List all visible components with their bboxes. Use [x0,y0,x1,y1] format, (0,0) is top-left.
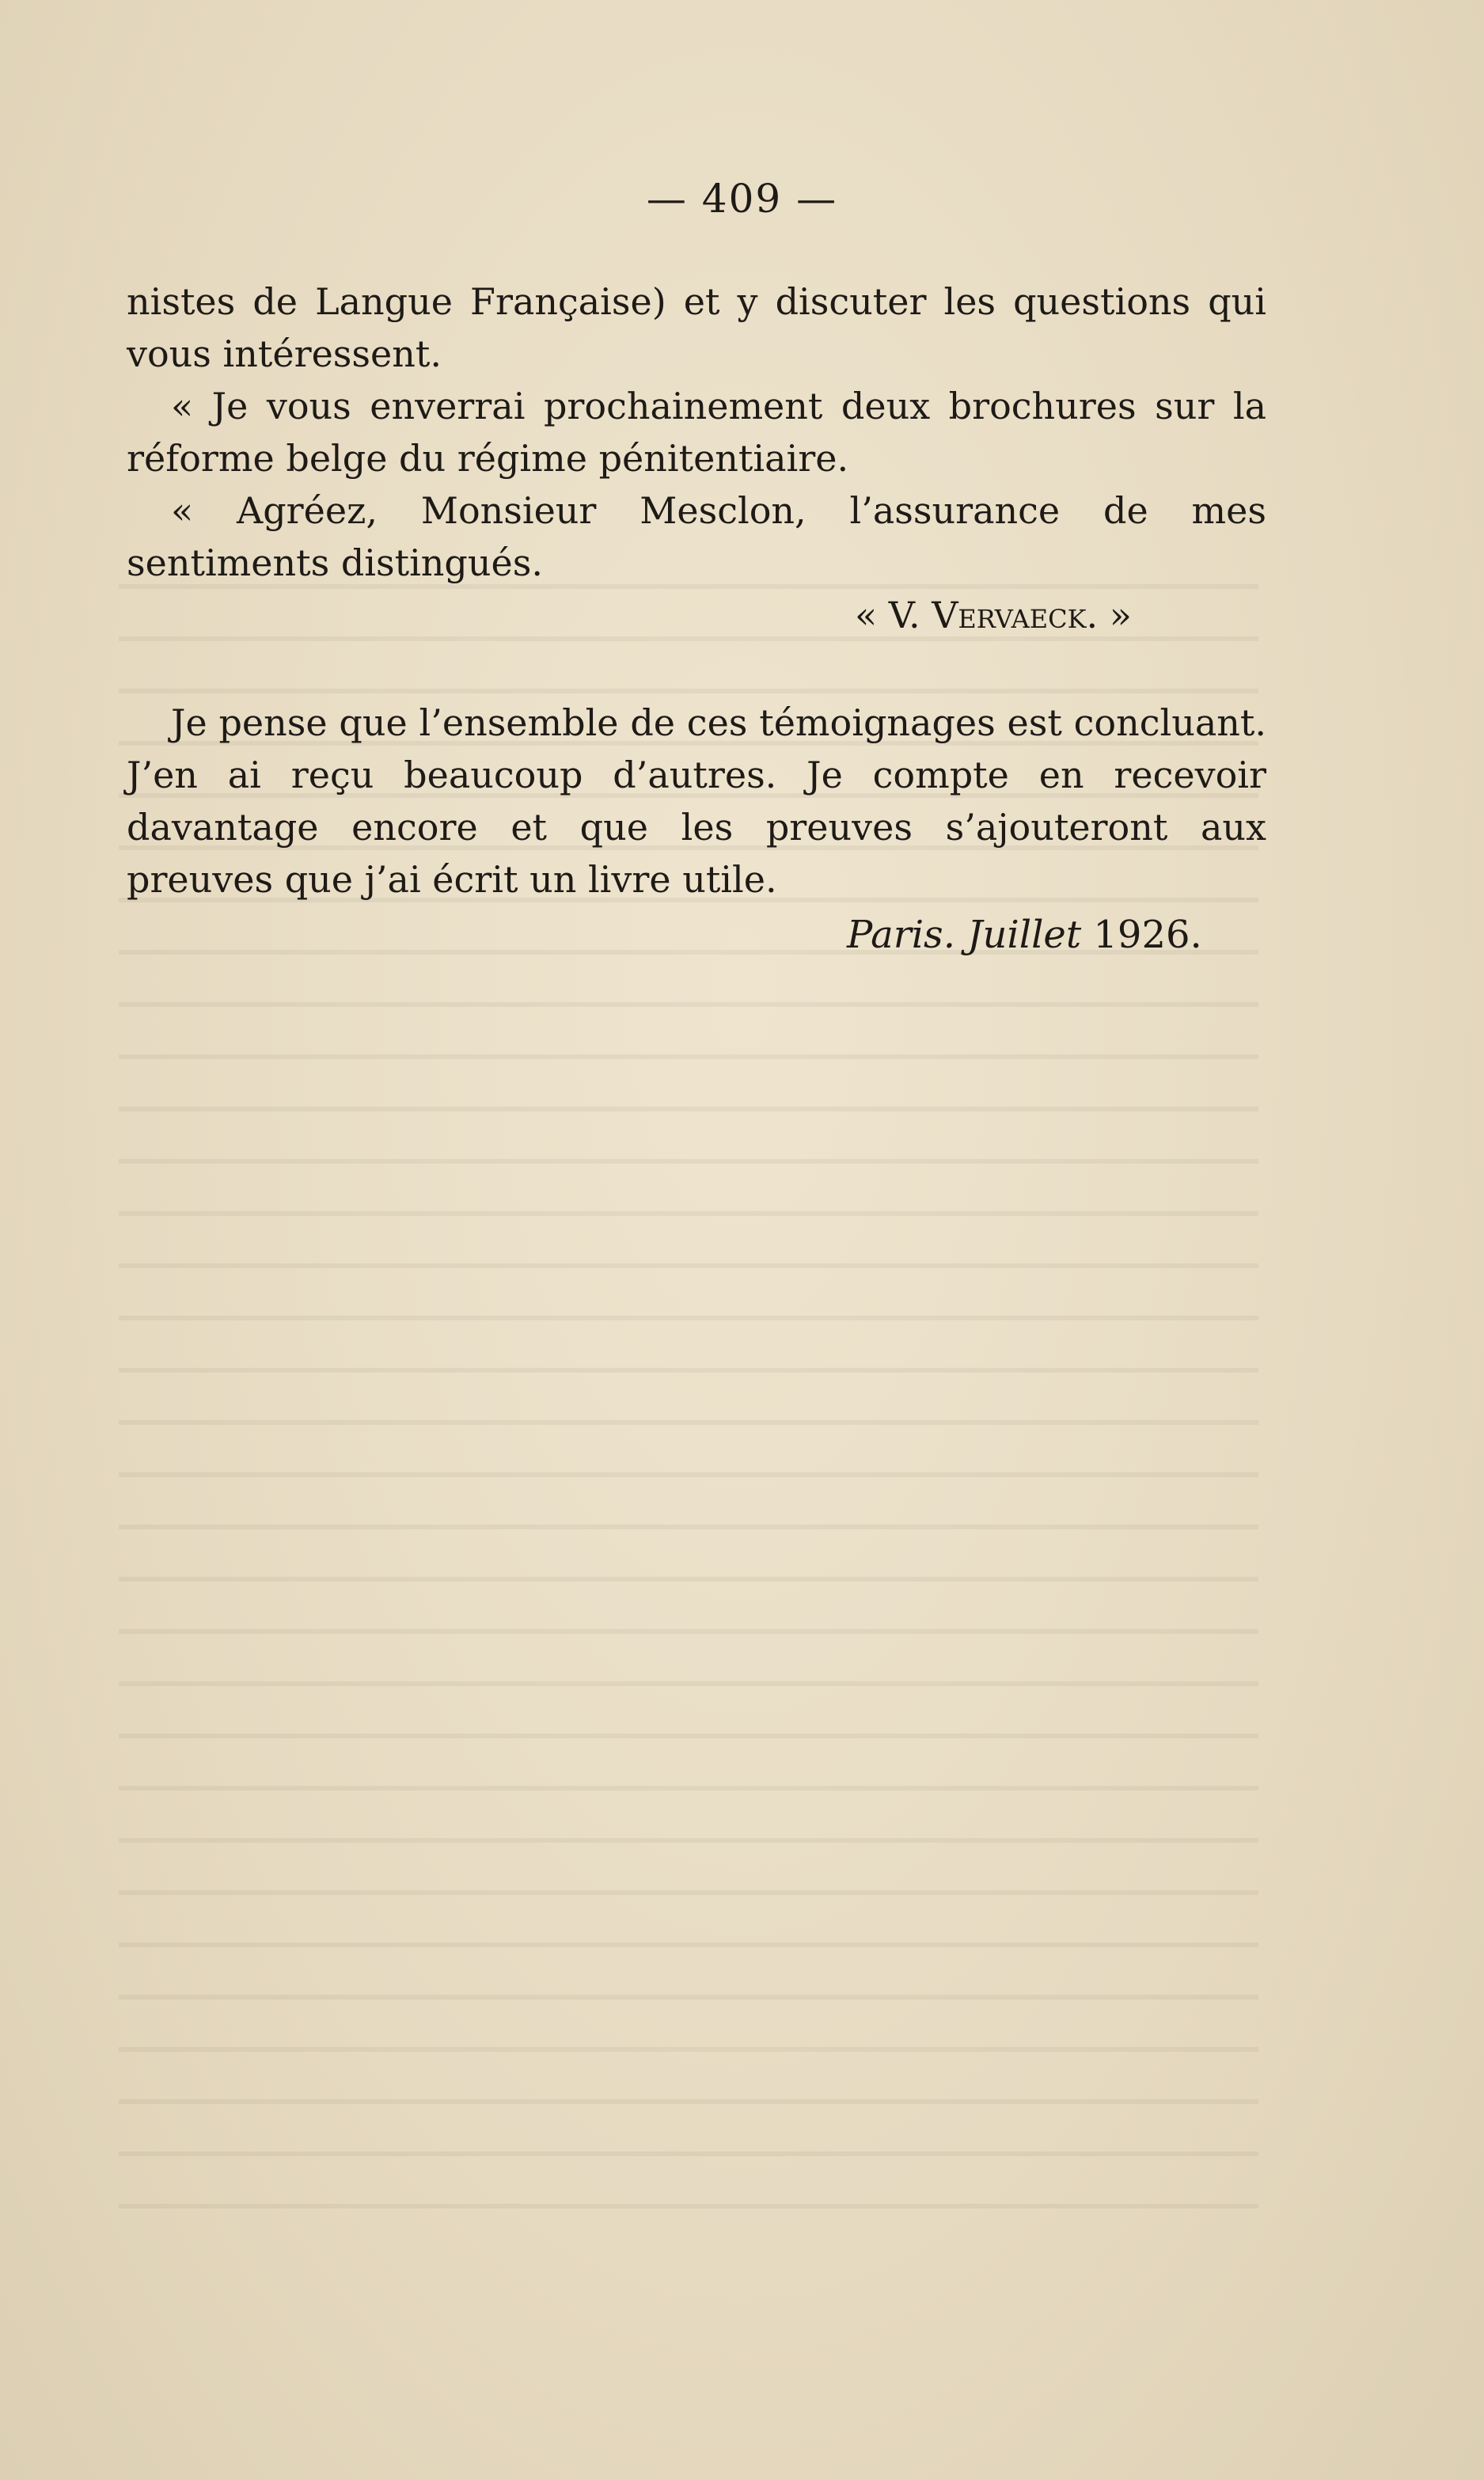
letter-text [127,275,1266,641]
letter-signature [127,589,1266,641]
signature-name: Vervaeck [932,594,1087,636]
signature-open: « V. [855,594,932,636]
paragraph-brochures: « Je vous enverrai prochainement deux brochures sur la réforme belge du régime pénitentiaire. [127,385,1266,480]
year: 1926. [1081,913,1202,957]
place-month: Paris. Juillet [847,913,1082,957]
page-number: — 409 — [646,176,838,222]
paragraph-closing: « Agréez, Monsieur Mesclon, l’assurance de mes sentiments distingués. [127,489,1266,584]
paragraph-continuation: nistes de Langue Française) et y discuter les questions qui vous intéressent. [127,280,1266,375]
author-conclusion [127,697,1266,961]
signature-close: . » [1086,594,1132,636]
place-date [127,909,1266,961]
paragraph-conclusion: Je pense que l’ensemble de ces témoignages est concluant. J’en ai reçu beaucoup d’autres. Je compte en recevoir davantage encore et que les preuves s’ajouteront aux preuves que j’ai écrit un livre utile. [127,701,1266,901]
